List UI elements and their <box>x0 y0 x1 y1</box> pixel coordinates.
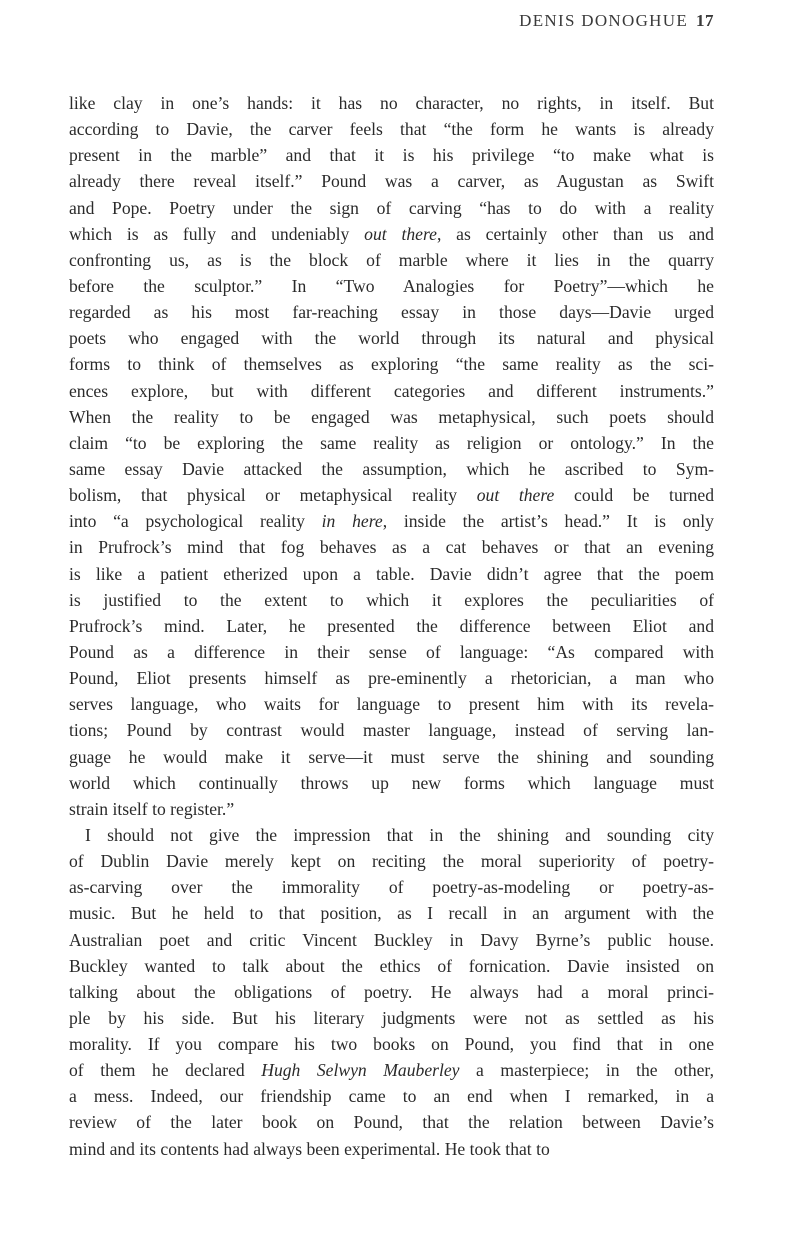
text-line <box>69 508 714 534</box>
text-run: a mess. Indeed, our friendship came to an end when I remarked, in a <box>69 1086 714 1107</box>
text-run: strain itself to register.” <box>69 798 235 819</box>
text-run: Pound as a difference in their sense of language: “As compared with <box>69 641 714 662</box>
text-run: and Pope. Poetry under the sign of carving “has to do with a reality <box>69 197 714 218</box>
text-line <box>69 979 714 1005</box>
text-line <box>69 1083 714 1109</box>
text-run: Buckley wanted to talk about the ethics of fornication. Davie insisted on <box>69 955 714 976</box>
text-run: mind and its contents had always been experimental. He took that to <box>69 1138 550 1159</box>
text-run: Prufrock’s mind. Later, he presented the difference between Eliot and <box>69 615 714 636</box>
text-line <box>69 561 714 587</box>
text-line <box>69 273 714 299</box>
text-run: is justified to the extent to which it explores the peculiarities of <box>69 589 714 610</box>
text-run: forms to think of themselves as exploring “the same reality as the sci- <box>69 354 714 375</box>
text-line <box>69 378 714 404</box>
text-run: of Dublin Davie merely kept on reciting the moral superiority of poetry- <box>69 851 714 872</box>
text-line <box>69 691 714 717</box>
text-run: which is as fully and undeniably <box>69 223 365 244</box>
text-run: confronting us, as is the block of marble where it lies in the quarry <box>69 249 714 270</box>
text-run: , inside the artist’s head.” It is only <box>382 511 714 532</box>
text-line <box>69 796 714 822</box>
text-line <box>69 142 714 168</box>
text-run: same essay Davie attacked the assumption, which he ascribed to Sym- <box>69 458 714 479</box>
text-line <box>69 456 714 482</box>
text-line <box>69 325 714 351</box>
paragraph <box>69 90 714 822</box>
text-line <box>69 195 714 221</box>
running-head <box>519 11 714 31</box>
text-line <box>69 953 714 979</box>
text-run: regarded as his most far-reaching essay in those days—Davie urged <box>69 302 714 323</box>
text-run: of them he declared <box>69 1060 262 1081</box>
text-line <box>69 1136 714 1162</box>
paragraph <box>69 822 714 1162</box>
text-line <box>69 900 714 926</box>
text-run: Pound, Eliot presents himself as pre-eminently a rhetorician, a man who <box>69 668 714 689</box>
text-line <box>69 665 714 691</box>
text-run: a masterpiece; in the other, <box>459 1060 714 1081</box>
text-line <box>69 587 714 613</box>
text-run: before the sculptor.” In “Two Analogies for Poetry”—which he <box>69 275 714 296</box>
text-line <box>69 1109 714 1135</box>
text-run: present in the marble” and that it is his privilege “to make what is <box>69 145 714 166</box>
text-run: bolism, that physical or metaphysical reality <box>69 485 477 506</box>
text-line <box>69 1031 714 1057</box>
text-line <box>69 822 714 848</box>
text-run: world which continually throws up new forms which language must <box>69 772 714 793</box>
text-run: I should not give the impression that in the shining and sounding city <box>85 824 714 845</box>
italic-text: out there <box>476 485 555 506</box>
text-run: morality. If you compare his two books on Pound, you find that in one <box>69 1034 714 1055</box>
text-line <box>69 168 714 194</box>
text-run: When the reality to be engaged was metaphysical, such poets should <box>69 406 714 427</box>
text-line <box>69 482 714 508</box>
running-head-author: DENIS DONOGHUE <box>519 11 688 30</box>
text-run: review of the later book on Pound, that the relation between Davie’s <box>69 1112 714 1133</box>
text-run: as-carving over the immorality of poetry-as-modeling or poetry-as- <box>69 877 714 898</box>
text-line <box>69 430 714 456</box>
text-line <box>69 613 714 639</box>
text-run: could be turned <box>554 485 714 506</box>
text-run: guage he would make it serve—it must serve the shining and sounding <box>69 746 714 767</box>
italic-text: Hugh Selwyn Mauberley <box>261 1060 460 1081</box>
page-number: 17 <box>696 11 714 30</box>
text-line <box>69 90 714 116</box>
text-run: ple by his side. But his literary judgments were not as settled as his <box>69 1007 714 1028</box>
text-run: is like a patient etherized upon a table. Davie didn’t agree that the poem <box>69 563 714 584</box>
text-line <box>69 639 714 665</box>
text-run: already there reveal itself.” Pound was a carver, as Augustan as Swift <box>69 171 714 192</box>
text-line <box>69 404 714 430</box>
text-run: into “a psychological reality <box>69 511 322 532</box>
text-run: according to Davie, the carver feels that “the form he wants is already <box>69 119 714 140</box>
text-line <box>69 1057 714 1083</box>
text-line <box>69 874 714 900</box>
text-line <box>69 534 714 560</box>
text-line <box>69 351 714 377</box>
text-line <box>69 116 714 142</box>
text-line <box>69 221 714 247</box>
text-line <box>69 299 714 325</box>
body-text <box>69 90 714 1162</box>
text-run: , as certainly other than us and <box>436 223 714 244</box>
text-run: talking about the obligations of poetry. He always had a moral princi- <box>69 981 714 1002</box>
text-line <box>69 1005 714 1031</box>
text-line <box>69 927 714 953</box>
text-run: like clay in one’s hands: it has no character, no rights, in itself. But <box>69 93 714 113</box>
text-run: tions; Pound by contrast would master language, instead of serving lan- <box>69 720 714 741</box>
text-line <box>69 744 714 770</box>
text-run: Australian poet and critic Vincent Buckley in Davy Byrne’s public house. <box>69 929 714 950</box>
text-line <box>69 247 714 273</box>
text-line <box>69 848 714 874</box>
text-run: music. But he held to that position, as I recall in an argument with the <box>69 903 714 924</box>
text-run: claim “to be exploring the same reality as religion or ontology.” In the <box>69 432 714 453</box>
text-run: serves language, who waits for language to present him with its revela- <box>69 694 714 715</box>
text-run: in Prufrock’s mind that fog behaves as a cat behaves or that an evening <box>69 537 714 558</box>
text-line <box>69 770 714 796</box>
italic-text: out there <box>364 223 437 244</box>
italic-text: in here <box>321 511 383 532</box>
text-line <box>69 717 714 743</box>
text-run: ences explore, but with different categories and different instruments.” <box>69 380 714 401</box>
text-run: poets who engaged with the world through its natural and physical <box>69 328 714 349</box>
